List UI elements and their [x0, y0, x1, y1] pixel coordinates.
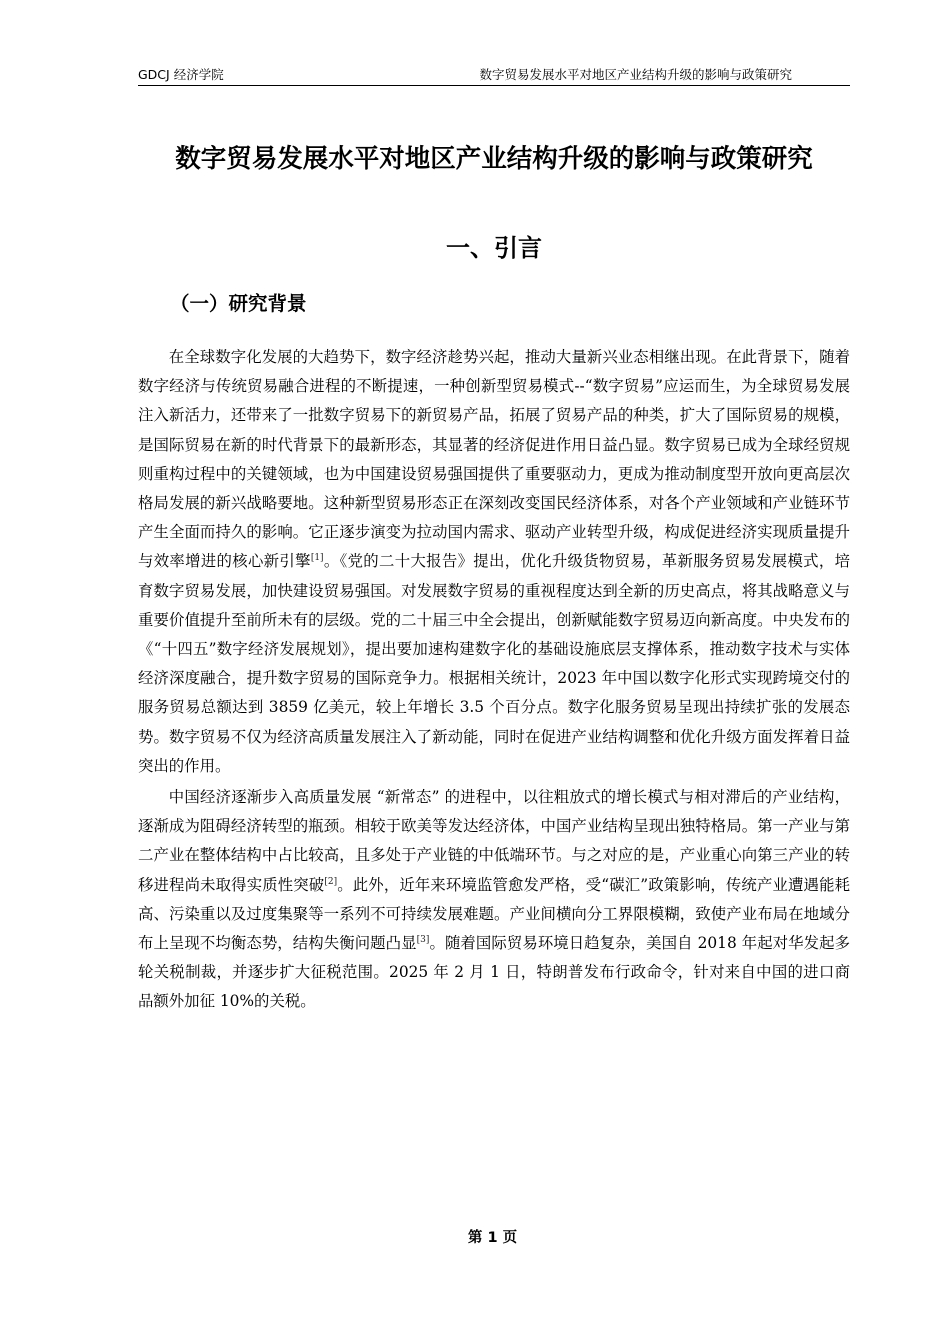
- paragraph-1-emphasis-1: 在全球数字化发展的大趋势下，数字经济趁势兴起，推动大量新兴业态相继出现。在此背景下，: [168, 348, 820, 366]
- document-title: 数字贸易发展水平对地区产业结构升级的影响与政策研究: [175, 144, 813, 174]
- paragraph-2-text-3: 。随着国际贸易环境日趋复杂，美国自 2018 年起对华发起多轮关税制裁，并逐步扩大征税范围。2025 年 2 月 1 日，特朗普发布行政命令，针对来自中国的进口商品额外加征 10%的关税。: [138, 934, 850, 1011]
- page-number: 第 1 页: [467, 1230, 518, 1246]
- paragraph-1-text-2: 。《党的二十大报告》提出，优化升级货物贸易，革新服务贸易发展模式，培育数字贸易发展，加快建设贸易强国。对发展数字贸易的重视程度达到全新的历史高点，将其战略意义与重要价值提升至前所未有的层级。: [138, 552, 850, 629]
- paragraph-1-text-3: 中央发布的《“十四五”数字经济发展规划》，提出要加速构建数字化的基础设施底层支撑体系，推动数字技术与实体经济深度融合，提升数字贸易的国际竞争力。根据相关统计，2023 年中国以数字化形式实现跨境交付的服务贸易总额达到 3859 亿美元，较上年增长 3.5 个百分点。数字化服务贸易呈现出持续扩张的发展态势。数字贸易不仅为经: [138, 610, 850, 746]
- running-header: [138, 66, 850, 86]
- citation-1: [1]: [310, 553, 324, 564]
- paragraph-1-emphasis-2: 它正逐步演变为拉动国内需求、驱动产业转型升级，构成促进经济实现质量提升与效率增进的核心新引擎: [138, 523, 850, 571]
- paragraph-1: [138, 343, 850, 781]
- citation-3: [3]: [416, 934, 430, 945]
- header-institution: GDCJ 经济学院: [138, 67, 224, 82]
- paragraph-1-emphasis-3: 党的二十届三中全会提出，创新赋能数字贸易迈向新高度。: [370, 610, 773, 629]
- paragraph-2: [138, 783, 850, 1017]
- section-heading: 一、引言: [446, 234, 542, 262]
- paragraph-2-text-2: 。此外，近年来环境监管愈发严格，受“碳汇”政策影响，传统产业遭遇能耗高、污染重以及过度集聚等一系列不可持续发展难题。产业间横向分工界限模糊，致使产业布局在地域分布上呈现不均衡态势，结构失衡问题凸显: [138, 875, 850, 953]
- body-text: [138, 343, 850, 1017]
- paragraph-1-text-1: 随着数字经济与传统贸易融合进程的不断提速，一种创新型贸易模式--“数字贸易”应运而生，为全球贸易发展注入新活力，还带来了一批数字贸易下的新贸易产品，拓展了贸易产品的种类，扩大了国际贸易的规模，是国际贸易在新的时代背景下的最新形态，其显著的经济促进作用日益凸显。数字贸易已成为全球经贸规则重构过程中的关键领域，也为中国建设贸易强国提供了重要驱动力，更成为推动制度型开放向更高层次格局发展的新兴战略要地。这种新型贸易形态正在深刻改变国民经济体系，对各个产业领域和产业链环节产生全面而持久的影响。: [138, 348, 850, 542]
- subsection-heading: （一）研究背景: [170, 292, 307, 315]
- citation-2: [2]: [324, 876, 338, 887]
- header-running-title: 数字贸易发展水平对地区产业结构升级的影响与政策研究: [479, 67, 792, 82]
- paragraph-1-emphasis-4: 济高质量发展注入了新动能，同时在促进产业结构调整和优化升级方面发挥着日益突出的作用。: [138, 727, 850, 775]
- paragraph-2-text-1: 中国经济逐渐步入高质量发展 “新常态” 的进程中，以往粗放式的增长模式与相对滞后的产业结构，逐渐成为阻碍经济转型的瓶颈。相较于欧美等发达经济体，中国产业结构呈现出独特格局。第一产业与第二产业在整体结构中占比较高，且多处于产业链的中低端环节。与之对应的是，产业重心向第三产业的转移进程尚未取得实质性突破: [138, 788, 850, 894]
- header-divider: [138, 85, 850, 86]
